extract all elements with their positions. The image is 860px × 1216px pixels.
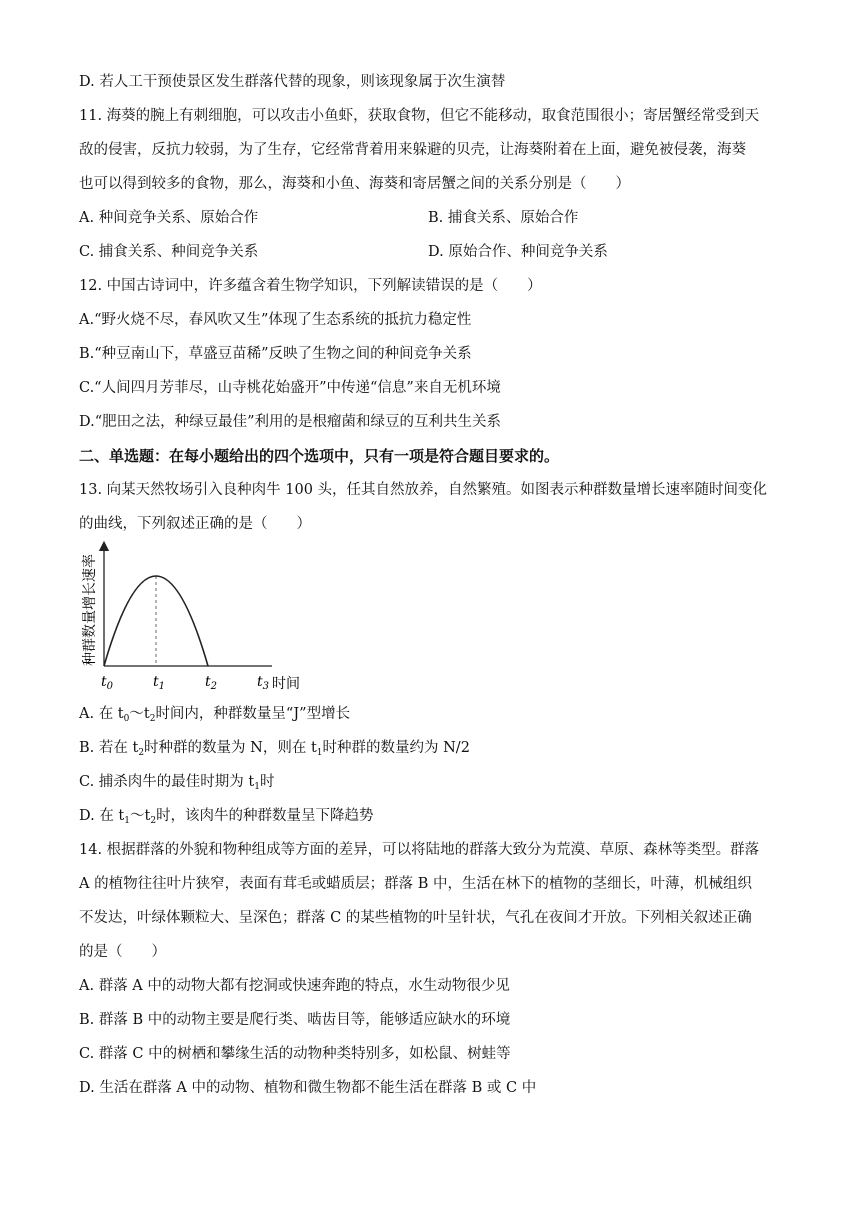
q13-b-sub-2: 1 <box>316 748 323 758</box>
q13-d-text-2: ～t <box>130 808 151 824</box>
q14-stem-line4: 的是（ ） <box>79 944 166 960</box>
q11-option-c: C. 捕食关系、种间竞争关系 <box>79 244 259 260</box>
q13-stem-line2: 的曲线，下列叙述正确的是（ ） <box>79 516 311 532</box>
x-tick-label: $t_3$ <box>257 674 270 692</box>
q13-c-text-1: C. 捕杀肉牛的最佳时期为 t <box>79 774 255 790</box>
q13-option-d <box>79 806 374 831</box>
x-tick-label: $t_0$ <box>101 674 114 692</box>
growth-rate-chart <box>76 540 316 692</box>
q14-option-a: A. 群落 A 中的动物大都有挖洞或快速奔跑的特点，水生动物很少见 <box>79 978 510 994</box>
q13-a-sub-1: 0 <box>123 714 130 724</box>
x-tick-label: $t_1$ <box>153 674 166 692</box>
q13-d-sub-2: 2 <box>150 816 157 826</box>
x-tick-label: $t_2$ <box>205 674 218 692</box>
q13-b-text-1: B. 若在 t <box>79 740 139 756</box>
q13-a-sub-2: 2 <box>149 714 156 724</box>
q14-option-c: C. 群落 C 中的树栖和攀缘生活的动物种类特别多，如松鼠、树蛙等 <box>79 1046 511 1062</box>
q13-b-text-3: 时种群的数量约为 N/2 <box>322 740 470 756</box>
q13-d-text-1: D. 在 t <box>79 808 125 824</box>
q12-option-a: A.“野火烧不尽，春风吹又生”体现了生态系统的抵抗力稳定性 <box>79 312 472 328</box>
q11-option-a: A. 种间竞争关系、原始合作 <box>79 210 259 226</box>
section-heading: 二、单选题：在每小题给出的四个选项中，只有一项是符合题目要求的。 <box>79 447 560 465</box>
q11-option-b: B. 捕食关系、原始合作 <box>428 210 579 226</box>
q11-stem-line3: 也可以得到较多的食物，那么，海葵和小鱼、海葵和寄居蟹之间的关系分别是（ ） <box>79 176 630 192</box>
q14-option-d: D. 生活在群落 A 中的动物、植物和微生物都不能生活在群落 B 或 C 中 <box>79 1080 537 1096</box>
x-axis-title: 时间 <box>272 676 300 692</box>
q13-a-text-3: 时间内，种群数量呈“J”型增长 <box>155 706 351 722</box>
q13-c-text-2: 时 <box>259 774 275 790</box>
q13-c-sub-1: 1 <box>254 782 260 792</box>
q14-stem-line1: 14. 根据群落的外貌和物种组成等方面的差异，可以将陆地的群落大致分为荒漠、草原、森林等类型。群落 <box>79 842 760 858</box>
q13-b-sub-1: 2 <box>138 748 145 758</box>
q12-option-c: C.“人间四月芳菲尽，山寺桃花始盛开”中传递“信息”来自无机环境 <box>79 380 501 396</box>
q13-d-sub-1: 1 <box>124 816 130 826</box>
q13-option-b <box>79 738 470 763</box>
q13-a-text-2: ～t <box>129 706 150 722</box>
y-axis-title: 种群数量增长速率 <box>82 554 98 666</box>
q12-option-d: D.“肥田之法，种绿豆最佳”利用的是根瘤菌和绿豆的互利共生关系 <box>79 414 502 430</box>
q13-stem-line1: 13. 向某天然牧场引入良种肉牛 100 头，任其自然放养，自然繁殖。如图表示种群数量增长速率随时间变化 <box>79 482 768 498</box>
q14-option-b: B. 群落 B 中的动物主要是爬行类、啮齿目等，能够适应缺水的环境 <box>79 1012 511 1028</box>
q13-b-text-2: 时种群的数量为 N，则在 t <box>144 740 317 756</box>
q11-option-d: D. 原始合作、种间竞争关系 <box>428 244 608 260</box>
q11-stem-line1: 11. 海葵的腕上有刺细胞，可以攻击小鱼虾，获取食物，但它不能移动，取食范围很小；寄居蟹经常受到天 <box>79 108 760 124</box>
q11-stem-line2: 敌的侵害，反抗力较弱，为了生存，它经常背着用来躲避的贝壳，让海葵附着在上面，避免被侵袭，海葵 <box>79 142 746 158</box>
q13-d-text-3: 时，该肉牛的种群数量呈下降趋势 <box>156 808 374 824</box>
q13-option-a <box>79 704 350 729</box>
q12-stem: 12. 中国古诗词中，许多蕴含着生物学知识，下列解读错误的是（ ） <box>79 278 542 294</box>
q14-stem-line3: 不发达，叶绿体颗粒大、呈深色；群落 C 的某些植物的叶呈针状，气孔在夜间才开放。下列相关叙述正确 <box>79 910 752 926</box>
q12-option-b: B.“种豆南山下，草盛豆苗稀”反映了生物之间的种间竞争关系 <box>79 346 472 362</box>
q13-a-text-1: A. 在 t <box>79 706 124 722</box>
q10-option-d: D. 若人工干预使景区发生群落代替的现象，则该现象属于次生演替 <box>79 74 506 90</box>
q13-option-c <box>79 772 274 797</box>
q14-stem-line2: A 的植物往往叶片狭窄，表面有茸毛或蜡质层；群落 B 中，生活在林下的植物的茎细长，叶薄，机械组织 <box>79 876 752 892</box>
